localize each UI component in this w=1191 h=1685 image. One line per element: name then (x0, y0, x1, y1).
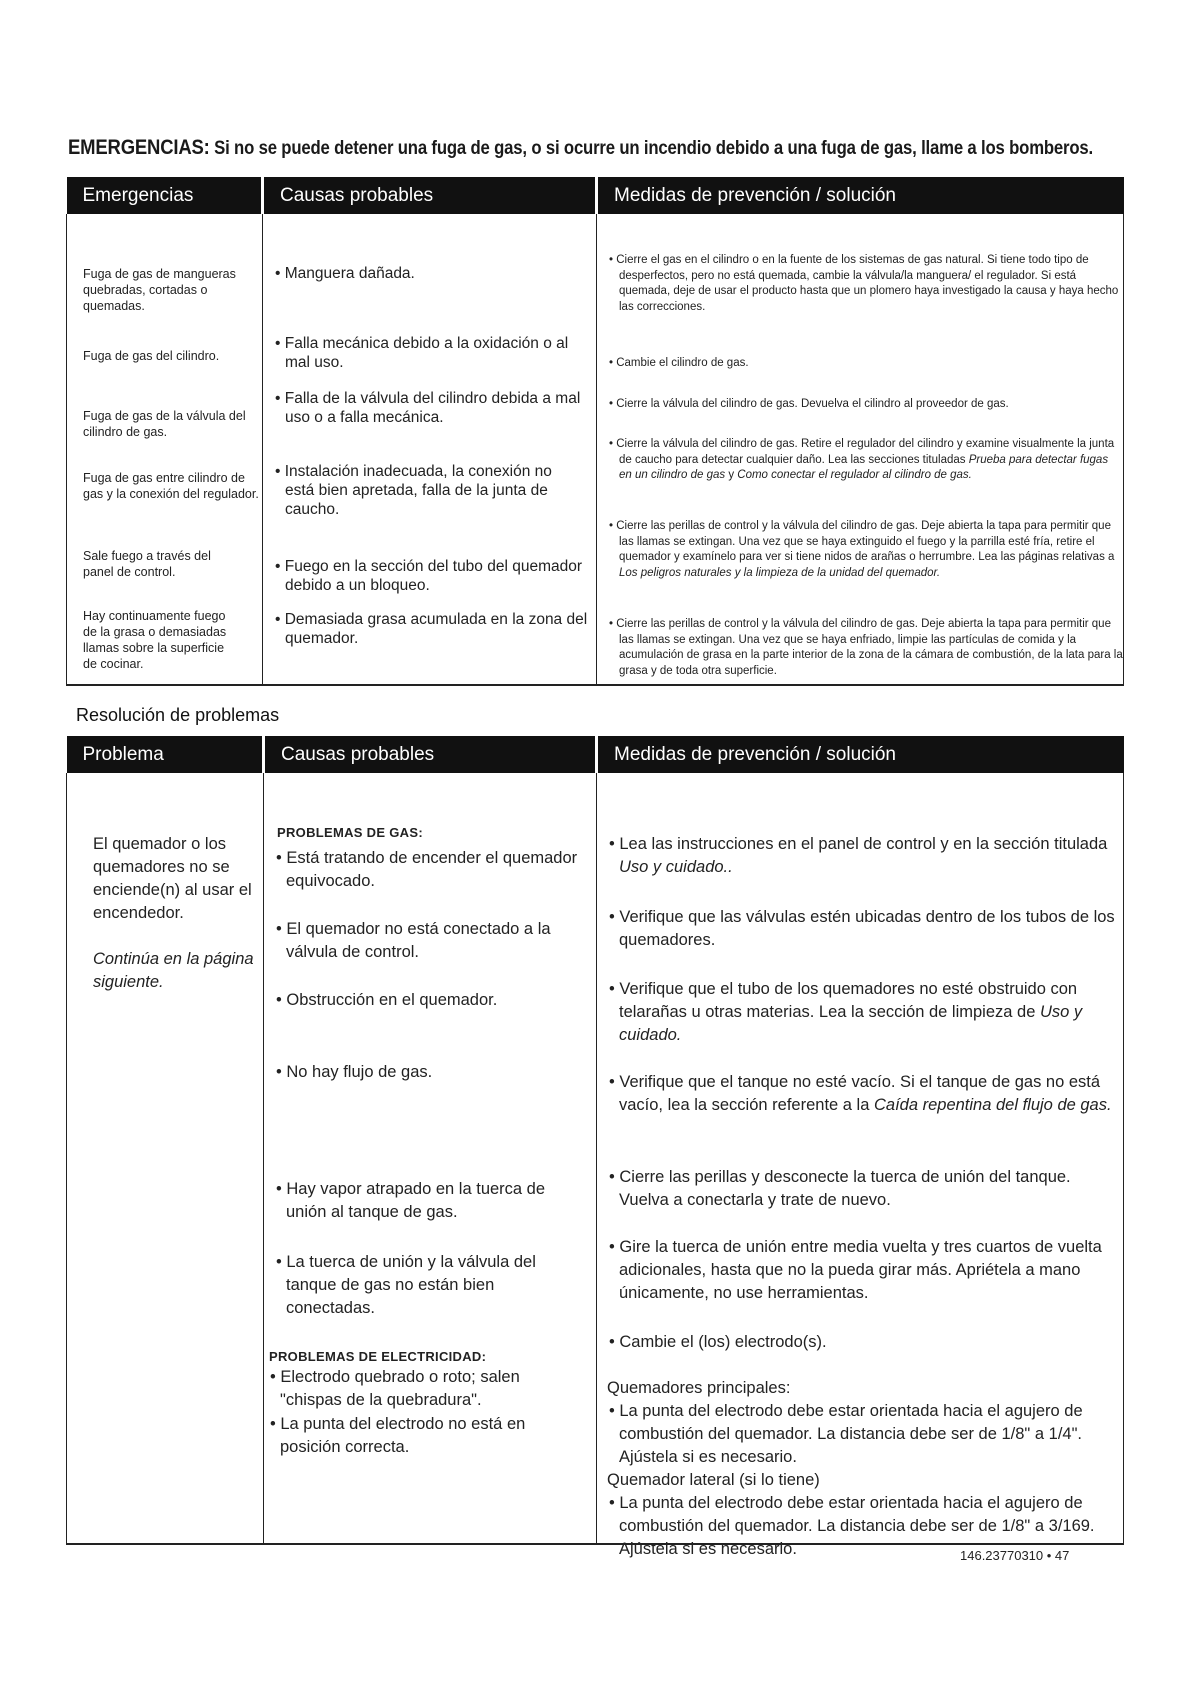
emergency-item: Fuga de gas de la válvula del cilindro de gas. (83, 409, 246, 439)
trouble-cause: • Obstrucción en el quemador. (276, 991, 498, 1009)
emergency-item: Hay continuamente fuego de la grasa o demasiadas llamas sobre la superficie de cocinar. (83, 609, 227, 671)
emergency-col-medidas (597, 214, 1124, 685)
emergency-heading-lead: EMERGENCIAS: (68, 136, 210, 159)
trouble-solution-ref: Caída repentina del flujo de gas. (873, 1096, 1112, 1114)
emergency-header-causas: Causas probables (263, 177, 597, 214)
trouble-header-problema: Problema (67, 736, 264, 773)
trouble-solution (607, 978, 1124, 1047)
page-number: 146.23770310 • 47 (960, 1548, 1070, 1563)
trouble-solution: • Gire la tuerca de unión entre media vuelta y tres cuartos de vuelta adicionales, hasta que no la pueda girar más. Apriétela a mano únicamente, no use herramientas. (609, 1238, 1102, 1302)
emergency-header-medidas: Medidas de prevención / solución (597, 177, 1124, 214)
trouble-solution-ref: Uso y cuidado. (619, 1003, 1083, 1044)
emergency-cause: • Falla de la válvula del cilindro debida a mal uso o a falla mecánica. (275, 390, 581, 426)
emergency-item: Fuga de gas de mangueras quebradas, cortadas o quemadas. (83, 267, 236, 313)
emergency-solution-ref: Prueba para detectar fugas en un cilindro de gas (619, 453, 1109, 481)
electrical-problems-heading: PROBLEMAS DE ELECTRICIDAD: (269, 1349, 487, 1364)
emergency-item: Sale fuego a través del panel de control. (83, 549, 211, 579)
trouble-solution: • La punta del electrodo debe estar orientada hacia el agujero de combustión del quemador. La distancia debe ser de 1/8" a 3/169. Ajústela si es necesario. (609, 1494, 1095, 1558)
emergency-solution: • Cierre el gas en el cilindro o en la fuente de los sistemas de gas natural. Si tiene todo tipo de desperfectos, pero no está quemada, cambie la válvula/la manguera/ el regulador. Si está quemada, deje de usar el producto hasta que un plomero haya investigado la causa y haya hecho las correcciones. (609, 254, 1119, 313)
emergency-header-emergencias: Emergencias (67, 177, 263, 214)
emergency-col-emergencias (67, 214, 263, 685)
emergency-cause: • Manguera dañada. (275, 265, 415, 282)
emergency-heading (68, 136, 1094, 160)
emergency-solution: • Cierre la válvula del cilindro de gas. Devuelva el cilindro al proveedor de gas. (609, 398, 1009, 410)
trouble-solution-ref: Uso y cuidado.. (619, 858, 733, 876)
trouble-header-medidas: Medidas de prevención / solución (597, 736, 1124, 773)
emergency-cause: • Fuego en la sección del tubo del quemador debido a un bloqueo. (275, 558, 583, 594)
trouble-solution-subtitle: Quemador lateral (si lo tiene) (607, 1471, 820, 1489)
emergency-solution: • Cambie el cilindro de gas. (609, 357, 749, 369)
emergency-solution: • Cierre las perillas de control y la válvula del cilindro de gas. Deje abierta la tapa para permitir que las llamas se extingan. Una vez que se haya enfriado, limpie las partículas de comida y la acumulación de grasa en la parte interior de la zona de la cámara de combustión, de la lata para la grasa y de toda otra superficie. (609, 618, 1123, 677)
emergency-cause: • Falla mecánica debido a la oxidación o al mal uso. (275, 335, 569, 371)
emergency-solution (607, 437, 1124, 484)
trouble-cause: • Hay vapor atrapado en la tuerca de unión al tanque de gas. (276, 1180, 546, 1221)
trouble-header-causas: Causas probables (264, 736, 597, 773)
emergency-heading-text: Si no se puede detener una fuga de gas, o si ocurre un incendio debido a una fuga de gas, llame a los bomberos. (214, 138, 1094, 159)
emergency-col-causas (263, 214, 597, 685)
emergency-item: Fuga de gas entre cilindro de gas y la conexión del regulador. (83, 471, 259, 501)
emergency-cause: • Demasiada grasa acumulada en la zona del quemador. (275, 611, 588, 647)
trouble-solution: • La punta del electrodo debe estar orientada hacia el agujero de combustión del quemador. La distancia debe ser de 1/8" a 1/4". Ajústela si es necesario. (609, 1402, 1083, 1466)
problem-text: El quemador o los quemadores no se enciende(n) al usar el encendedor. (93, 835, 252, 922)
emergency-solution-ref: Los peligros naturales y la limpieza de la unidad del quemador. (619, 566, 941, 579)
gas-problems-heading: PROBLEMAS DE GAS: (277, 825, 423, 840)
trouble-cause: • Está tratando de encender el quemador equivocado. (276, 849, 578, 890)
trouble-solution: • Cierre las perillas y desconecte la tuerca de unión del tanque. Vuelva a conectarla y trate de nuevo. (609, 1168, 1071, 1209)
trouble-solution-text: • Verifique que el tubo de los quemadores no esté obstruido con telarañas u otras materias. Lea la sección de limpieza de (609, 980, 1078, 1021)
emergency-table (66, 177, 1124, 686)
emergency-solution-text: • Cierre las perillas de control y la válvula del cilindro de gas. Deje abierta la tapa para permitir que las llamas se extingan. Una vez que se haya extinguido el fuego y la parrilla esté fría, retire el quemador y examínelo para ver si tiene nidos de arañas o herrumbre. Lea las páginas relativas a (609, 520, 1115, 563)
trouble-cause: • No hay flujo de gas. (276, 1063, 433, 1081)
emergency-solution (607, 519, 1124, 581)
emergency-solution-text: y (725, 469, 738, 481)
trouble-solution (607, 1071, 1124, 1117)
section-title: Resolución de problemas (76, 705, 280, 725)
emergency-solution-text: • Cierre la válvula del cilindro de gas. Retire el regulador del cilindro y examine visualmente la junta de caucho para detectar cualquier daño. Lea las secciones tituladas (609, 438, 1115, 466)
emergency-solution-ref: Como conectar el regulador al cilindro de gas. (737, 469, 972, 481)
continued-note: Continúa en la página siguiente. (93, 950, 254, 991)
trouble-solution (607, 833, 1124, 879)
trouble-col-causas (264, 773, 597, 1544)
emergency-item: Fuga de gas del cilindro. (83, 349, 220, 363)
emergency-cause: • Instalación inadecuada, la conexión no está bien apretada, falla de la junta de caucho. (275, 463, 552, 518)
trouble-cause: • La punta del electrodo no está en posición correcta. (270, 1415, 526, 1456)
trouble-solution: • Cambie el (los) electrodo(s). (609, 1333, 827, 1351)
trouble-solution: • Verifique que las válvulas estén ubicadas dentro de los tubos de los quemadores. (609, 908, 1115, 949)
trouble-solution-text: • Lea las instrucciones en el panel de control y en la sección titulada (609, 835, 1108, 853)
trouble-solution-text: • Verifique que el tanque no esté vacío. Si el tanque de gas no está vacío, lea la sección referente a la (609, 1073, 1101, 1114)
trouble-col-problema (67, 773, 264, 1544)
trouble-cause: • Electrodo quebrado o roto; salen "chispas de la quebradura". (270, 1368, 520, 1409)
trouble-cause: • La tuerca de unión y la válvula del tanque de gas no están bien conectadas. (276, 1253, 536, 1317)
trouble-cause: • El quemador no está conectado a la válvula de control. (276, 920, 551, 961)
trouble-solution-subtitle: Quemadores principales: (607, 1379, 791, 1397)
